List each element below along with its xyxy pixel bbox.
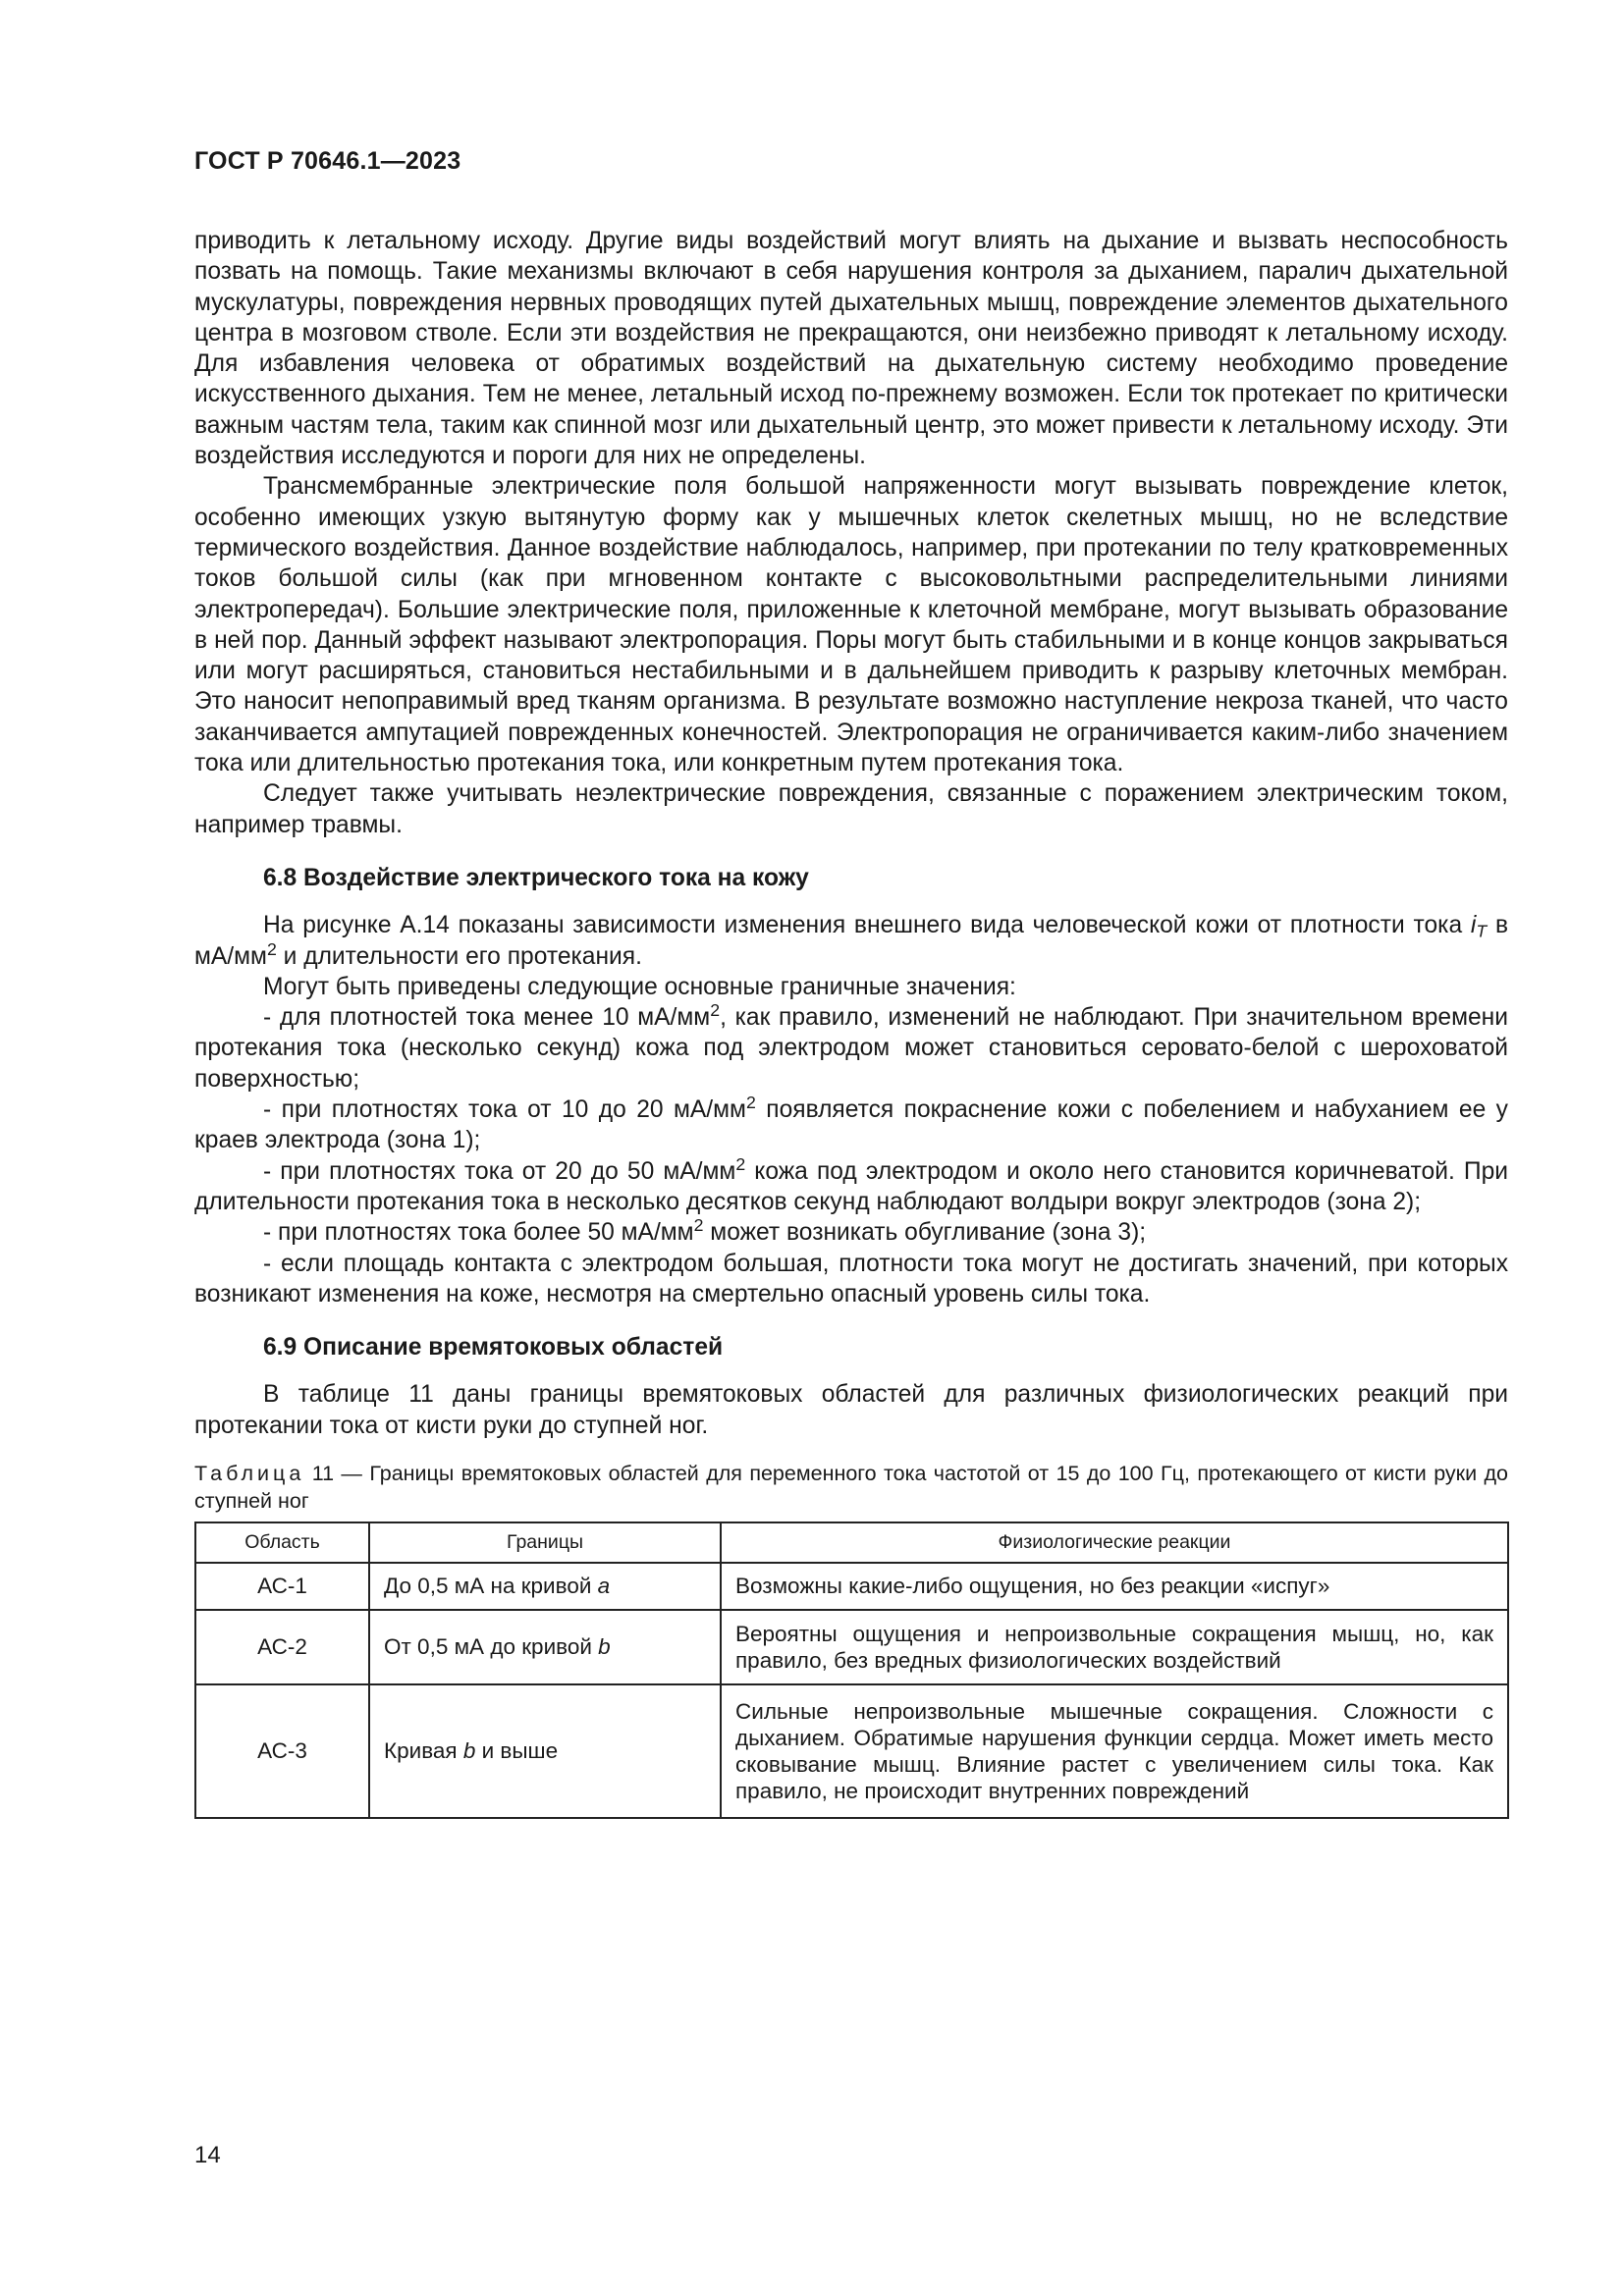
paragraph-skin-intro: На рисунке А.14 показаны зависимости изменения внешнего вида человеческой кожи от плотности тока $i_T$ в $мА/мм^2$ и длительности его протекания.: [194, 912, 1509, 970]
cell-reaction: Возможны какие-либо ощущения, но без реакции «испуг»: [721, 1563, 1508, 1610]
cell-bounds: До 0,5 мА на кривой a: [369, 1563, 721, 1610]
list-item: - для плотностей тока менее 10 $мА/мм^2$, как правило, изменений не наблюдают. При значительном времени протекания тока (несколько секунд) кожа под электродом может становиться серовато-белой с шероховатой поверхностью;: [194, 1000, 1508, 1093]
cell-area: АС-1: [195, 1563, 369, 1610]
page-number: 14: [194, 2142, 221, 2168]
cell-reaction: Сильные непроизвольные мышечные сокращения. Сложности с дыханием. Обратимые нарушения функции сердца. Может иметь место сковывание мышц. Влияние растет с увеличением силы тока. Как правило, не происходит внутренних повреждений: [721, 1684, 1508, 1818]
paragraph-electroporation: Трансмембранные электрические поля большой напряженности могут вызывать повреждение клеток, особенно имеющих узкую вытянутую форму как у мышечных клеток скелетных мышц, но не вследствие термического воздействия. Данное воздействие наблюдалось, например, при протекании по телу кратковременных токов большой силы (как при мгновенном контакте с высоковольтными распределительными линиями электропередач). Большие электрические поля, приложенные к клеточной мембране, могут вызывать образование в ней пор. Данный эффект называют электропорация. Поры могут быть стабильными и в конце концов закрываться или могут расширяться, становиться нестабильными и в дальнейшем приводить к разрыву клеточных мембран. Это наносит непоправимый вред тканям организма. В результате возможно наступление некроза тканей, что часто заканчивается ампутацией поврежденных конечностей. Электропорация не ограничивается каким-либо значением тока или длительностью протекания тока, или конкретным путем протекания тока.: [194, 473, 1508, 777]
time-current-zones-table: [194, 1522, 1509, 1819]
column-header-area: Область: [195, 1522, 369, 1563]
document-body: [194, 226, 1508, 1819]
column-header-bounds: Границы: [369, 1522, 721, 1563]
cell-area: АС-3: [195, 1684, 369, 1818]
paragraph-nonelectrical-injuries: Следует также учитывать неэлектрические повреждения, связанные с поражением электрическим током, например травмы.: [194, 780, 1508, 838]
list-item: - при плотностях тока более 50 $мА/мм^2$ может возникать обугливание (зона 3);: [263, 1215, 1147, 1247]
list-item: - при плотностях тока от 10 до 20 $мА/мм^2$ появляется покраснение кожи с побелением и набуханием ее у краев электрода (зона 1);: [194, 1093, 1508, 1154]
column-header-reactions: Физиологические реакции: [721, 1522, 1508, 1563]
table-caption: Таблица 11 — Границы времятоковых областей для переменного тока частотой от 15 до 100 Гц, протекающего от кисти руки до ступней ног: [194, 1461, 1508, 1513]
paragraph-table-intro: В таблице 11 даны границы времятоковых областей для различных физиологических реакций при протекании тока от кисти руки до ступней ног.: [194, 1381, 1508, 1439]
paragraph-boundary-lead: Могут быть приведены следующие основные граничные значения:: [263, 973, 1016, 1000]
cell-area: АС-2: [195, 1610, 369, 1684]
list-item: - если площадь контакта с электродом большая, плотности тока могут не достигать значений, при которых возникают изменения на коже, несмотря на смертельно опасный уровень силы тока.: [194, 1250, 1508, 1308]
list-item: - при плотностях тока от 20 до 50 $мА/мм^2$ кожа под электродом и около него становится коричневатой. При длительности протекания тока в несколько десятков секунд наблюдают волдыри вокруг электродов (зона 2);: [194, 1153, 1508, 1215]
paragraph-continued: приводить к летальному исходу. Другие виды воздействий могут влиять на дыхание и вызвать неспособность позвать на помощь. Такие механизмы включают в себя нарушения контроля за дыханием, паралич дыхательной мускулатуры, повреждения нервных проводящих путей дыхательных мышц, повреждение элементов дыхательного центра в мозговом стволе. Если эти воздействия не прекращаются, они неизбежно приводят к летальному исходу. Для избавления человека от обратимых воздействий на дыхательную систему необходимо проведение искусственного дыхания. Тем не менее, летальный исход по-прежнему возможен. Если ток протекает по критически важным частям тела, таким как спинной мозг или дыхательный центр, это может привести к летальному исходу. Эти воздействия исследуются и пороги для них не определены.: [194, 228, 1508, 470]
cell-reaction: Вероятны ощущения и непроизвольные сокращения мышц, но, как правило, без вредных физиологических воздействий: [721, 1610, 1508, 1684]
section-heading-6-8: 6.8 Воздействие электрического тока на кожу: [263, 864, 809, 891]
table-row: [195, 1563, 1508, 1610]
table-row: [195, 1610, 1508, 1684]
table-header-row: [195, 1522, 1508, 1563]
cell-bounds: От 0,5 мА до кривой b: [369, 1610, 721, 1684]
section-heading-6-9: 6.9 Описание времятоковых областей: [263, 1334, 724, 1362]
cell-bounds: Кривая b и выше: [369, 1684, 721, 1818]
document-standard-id: ГОСТ Р 70646.1—2023: [194, 147, 461, 175]
table-row: [195, 1684, 1508, 1818]
